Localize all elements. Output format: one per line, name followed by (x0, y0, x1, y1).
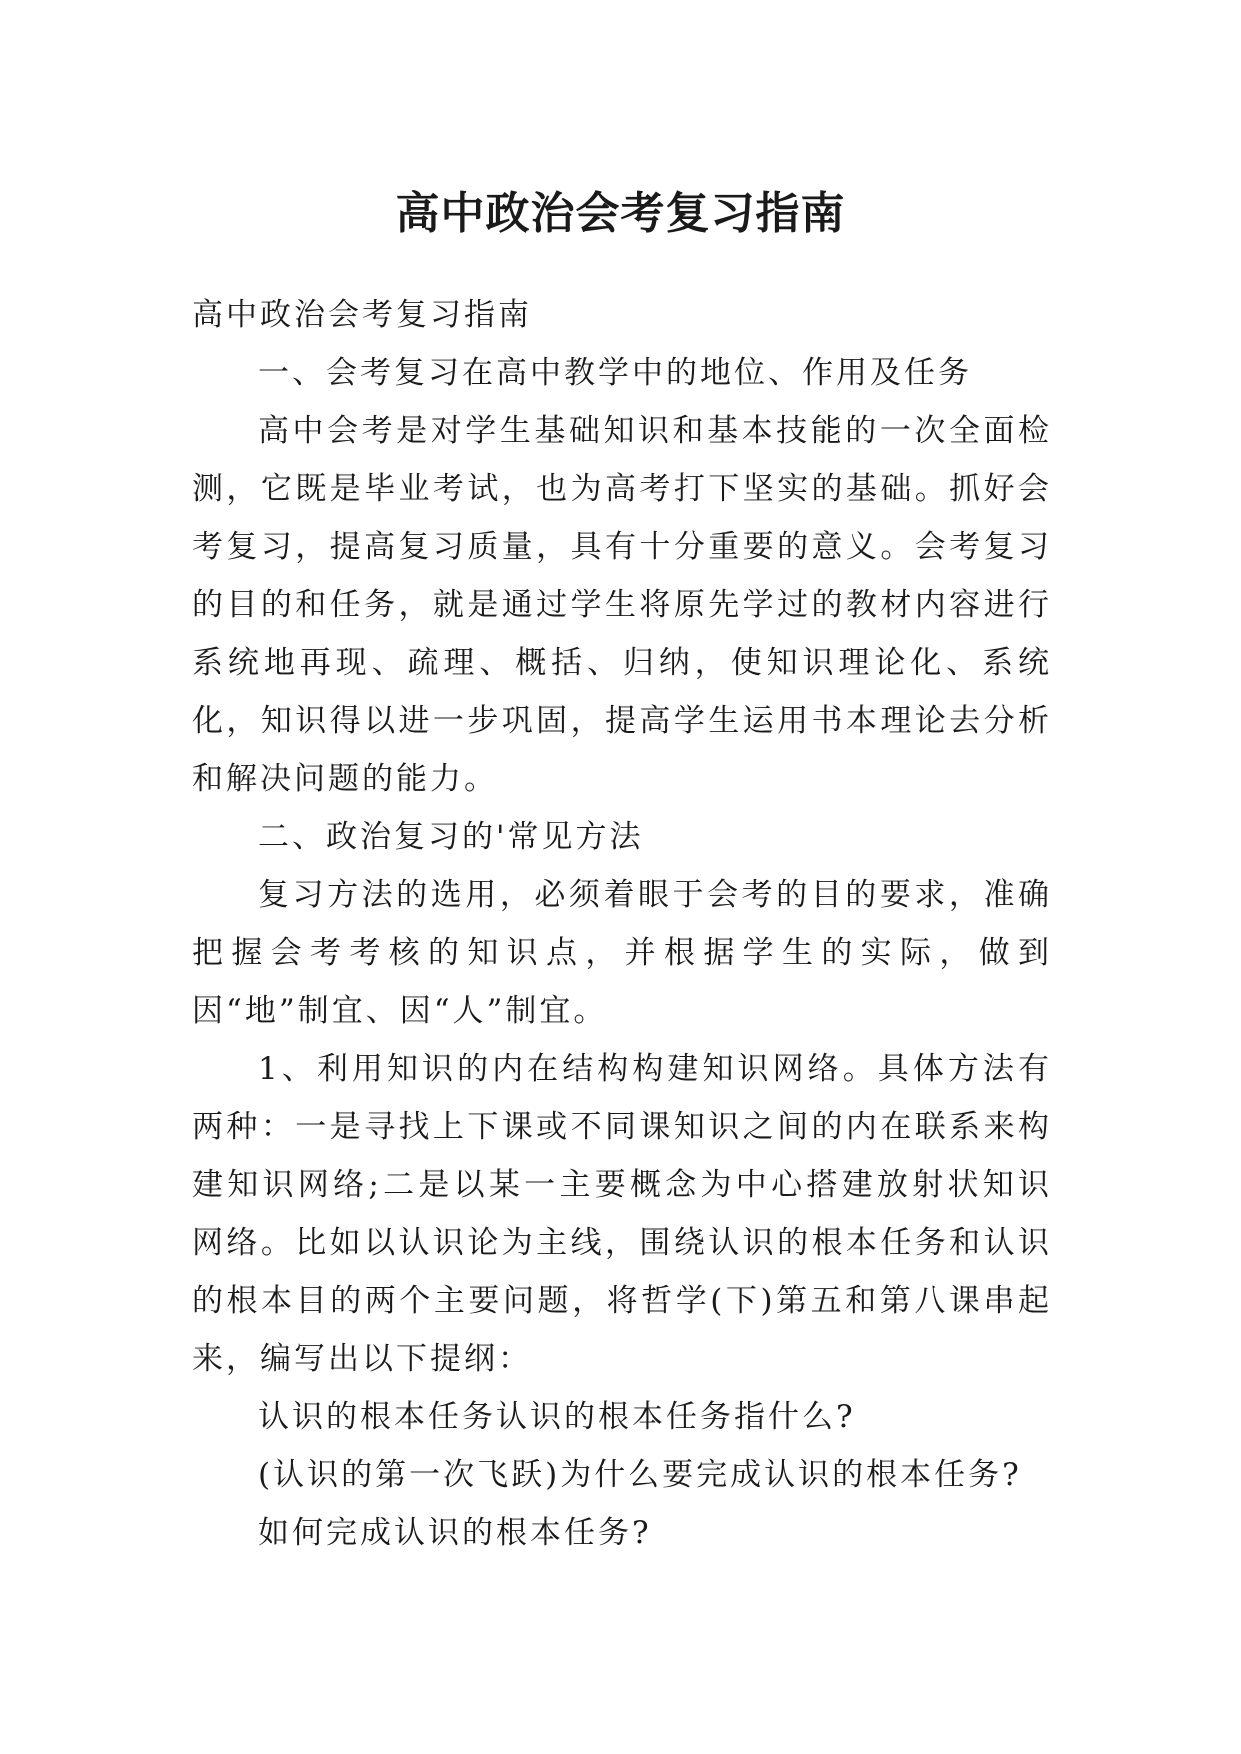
section-heading-2: 二、政治复习的'常见方法 (258, 819, 644, 855)
body-paragraph: 1、利用知识的内在结构构建知识网络。具体方法有两种：一是寻找上下课或不同课知识之间的内在联系来构建知识网络;二是以某一主要概念为中心搭建放射状知识网络。比如以认识论为主线，围绕认识的根本任务和认识的根本目的两个主要问题，将哲学(下)第五和第八课串起来，编写出以下提纲： (192, 1051, 1052, 1377)
outline-item: 如何完成认识的根本任务? (258, 1515, 652, 1551)
section-heading-1: 一、会考复习在高中教学中的地位、作用及任务 (258, 355, 972, 391)
subtitle-paragraph: 高中政治会考复习指南 (192, 297, 532, 333)
outline-item: (认识的第一次飞跃)为什么要完成认识的根本任务? (258, 1457, 1022, 1493)
document-title: 高中政治会考复习指南 (395, 188, 846, 240)
outline-item: 认识的根本任务认识的根本任务指什么? (258, 1399, 856, 1435)
document-body (192, 286, 1052, 1562)
body-paragraph: 复习方法的选用，必须着眼于会考的目的要求，准确把握会考考核的知识点，并根据学生的实际，做到因“地”制宜、因“人”制宜。 (192, 877, 1052, 1029)
body-paragraph: 高中会考是对学生基础知识和基本技能的一次全面检测，它既是毕业考试，也为高考打下坚实的基础。抓好会考复习，提高复习质量，具有十分重要的意义。会考复习的目的和任务，就是通过学生将原先学过的教材内容进行系统地再现、疏理、概括、归纳，使知识理论化、系统化，知识得以进一步巩固，提高学生运用书本理论去分析和解决问题的能力。 (192, 413, 1052, 797)
